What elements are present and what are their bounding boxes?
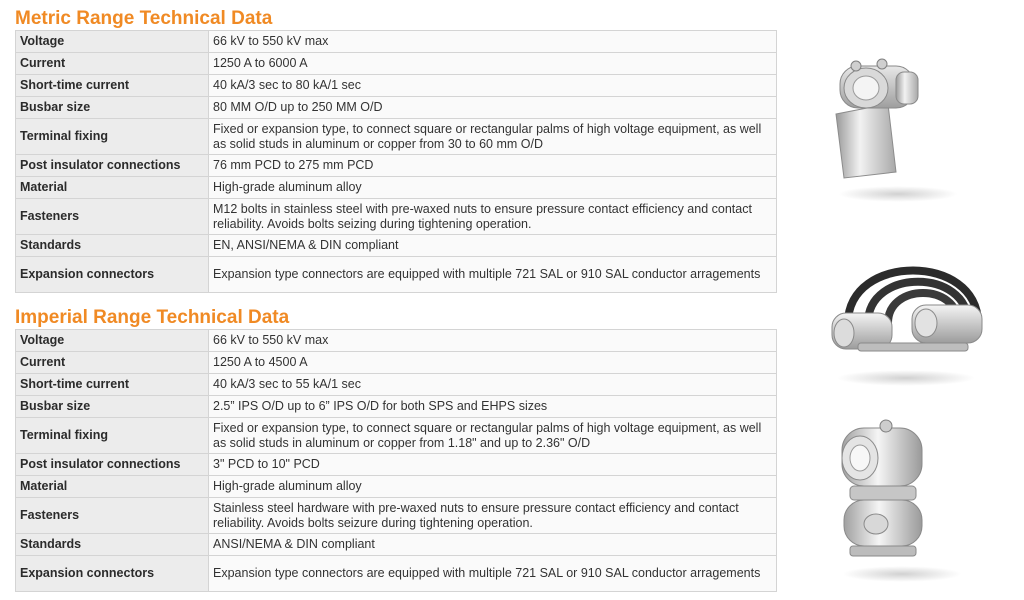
table-row — [16, 31, 777, 53]
row-value: 40 kA/3 sec to 80 kA/1 sec — [209, 75, 777, 97]
table-row — [16, 476, 777, 498]
table-row — [16, 199, 777, 235]
row-label: Terminal fixing — [16, 418, 209, 454]
row-label: Terminal fixing — [16, 119, 209, 155]
row-value: EN, ANSI/NEMA & DIN compliant — [209, 235, 777, 257]
row-value: Expansion type connectors are equipped with multiple 721 SAL or 910 SAL conductor arragements — [209, 556, 777, 592]
row-label: Post insulator connections — [16, 454, 209, 476]
row-label: Busbar size — [16, 396, 209, 418]
row-value: Fixed or expansion type, to connect square or rectangular palms of high voltage equipment, as well as solid studs in aluminum or copper from 1.18" and up to 2.36" O/D — [209, 418, 777, 454]
row-label: Fasteners — [16, 199, 209, 235]
table-row — [16, 330, 777, 352]
row-value: 66 kV to 550 kV max — [209, 31, 777, 53]
expansion-connector-image — [828, 243, 1000, 368]
row-label: Busbar size — [16, 97, 209, 119]
table-row — [16, 396, 777, 418]
table-row — [16, 556, 777, 592]
row-label: Expansion connectors — [16, 556, 209, 592]
row-label: Voltage — [16, 330, 209, 352]
row-value: M12 bolts in stainless steel with pre-waxed nuts to ensure pressure contact efficiency and contact reliability. Avoids bolts seizing during tightening operation. — [209, 199, 777, 235]
metric-title: Metric Range Technical Data — [15, 8, 273, 29]
table-row — [16, 155, 777, 177]
product-shadow — [836, 370, 976, 386]
metric-section — [15, 8, 777, 293]
table-row — [16, 498, 777, 534]
row-label: Fasteners — [16, 498, 209, 534]
row-value: 76 mm PCD to 275 mm PCD — [209, 155, 777, 177]
row-label: Short-time current — [16, 374, 209, 396]
table-row — [16, 97, 777, 119]
row-value: High-grade aluminum alloy — [209, 476, 777, 498]
row-label: Voltage — [16, 31, 209, 53]
row-value: 80 MM O/D up to 250 MM O/D — [209, 97, 777, 119]
row-value: 40 kA/3 sec to 55 kA/1 sec — [209, 374, 777, 396]
imperial-title: Imperial Range Technical Data — [15, 307, 290, 328]
table-row — [16, 119, 777, 155]
row-label: Standards — [16, 534, 209, 556]
product-shadow — [838, 186, 958, 202]
busbar-support-image — [830, 412, 940, 562]
terminal-clamp-image — [826, 52, 926, 182]
product-shadow — [842, 566, 962, 582]
imperial-section — [15, 307, 777, 592]
row-label: Current — [16, 53, 209, 75]
row-value: Expansion type connectors are equipped with multiple 721 SAL or 910 SAL conductor arragements — [209, 257, 777, 293]
table-row — [16, 418, 777, 454]
table-row — [16, 177, 777, 199]
row-label: Material — [16, 177, 209, 199]
row-value: Fixed or expansion type, to connect square or rectangular palms of high voltage equipment, as well as solid studs in aluminum or copper from 30 to 60 mm O/D — [209, 119, 777, 155]
row-value: 66 kV to 550 kV max — [209, 330, 777, 352]
row-value: Stainless steel hardware with pre-waxed nuts to ensure pressure contact efficiency and contact reliability. Avoids bolts seizure during tightening operation. — [209, 498, 777, 534]
row-label: Expansion connectors — [16, 257, 209, 293]
row-value: 1250 A to 6000 A — [209, 53, 777, 75]
row-value: 3" PCD to 10" PCD — [209, 454, 777, 476]
row-value: High-grade aluminum alloy — [209, 177, 777, 199]
row-label: Current — [16, 352, 209, 374]
row-label: Short-time current — [16, 75, 209, 97]
imperial-spec-table — [15, 329, 777, 592]
table-row — [16, 235, 777, 257]
row-label: Post insulator connections — [16, 155, 209, 177]
table-row — [16, 257, 777, 293]
table-row — [16, 75, 777, 97]
row-label: Standards — [16, 235, 209, 257]
row-value: ANSI/NEMA & DIN compliant — [209, 534, 777, 556]
table-row — [16, 53, 777, 75]
table-row — [16, 454, 777, 476]
metric-spec-table — [15, 30, 777, 293]
table-row — [16, 352, 777, 374]
row-value: 2.5” IPS O/D up to 6” IPS O/D for both SPS and EHPS sizes — [209, 396, 777, 418]
row-value: 1250 A to 4500 A — [209, 352, 777, 374]
row-label: Material — [16, 476, 209, 498]
table-row — [16, 534, 777, 556]
table-row — [16, 374, 777, 396]
